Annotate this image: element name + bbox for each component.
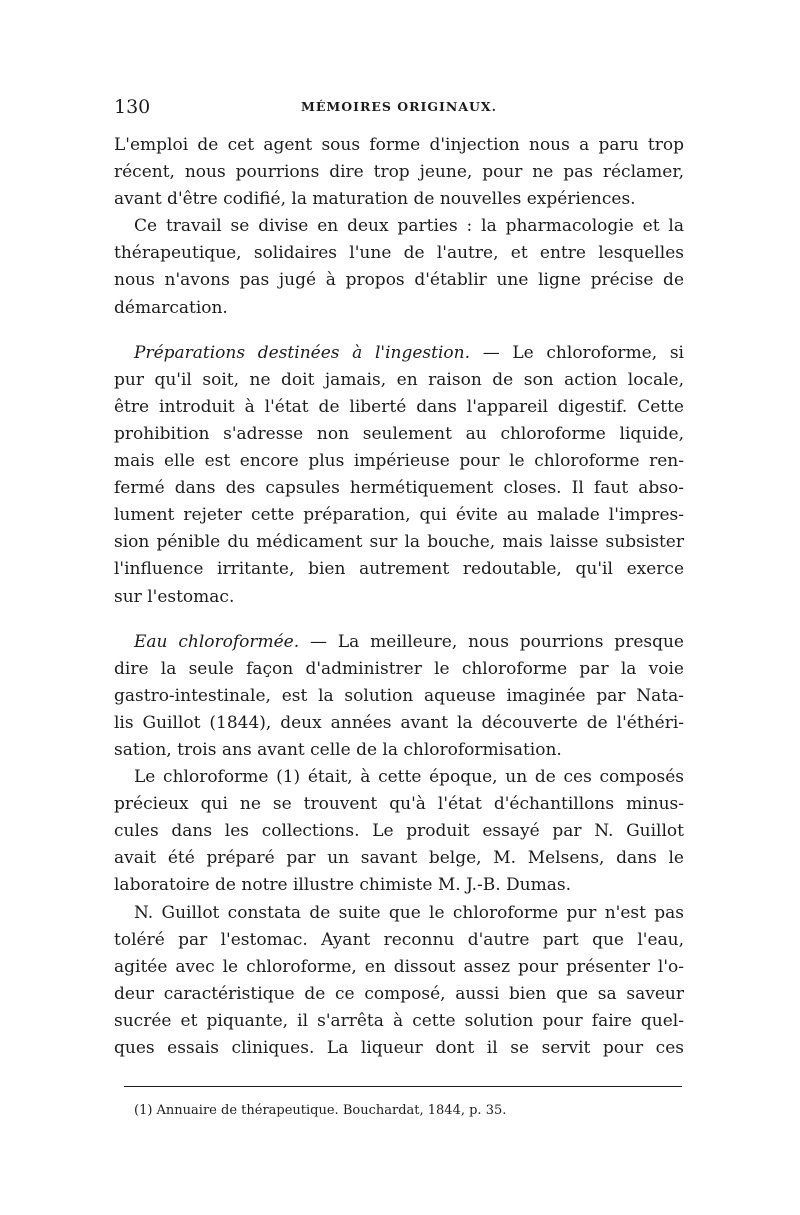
section-ingestion <box>114 340 684 611</box>
text-line: récent, nous pourrions dire trop jeune, pour ne pas réclamer, <box>114 162 684 183</box>
page-number: 130 <box>114 96 151 118</box>
body-text <box>114 132 684 1062</box>
text-line: L'emploi de cet agent sous forme d'injection nous a paru trop <box>114 135 684 155</box>
text-line: nous n'avons pas jugé à propos d'établir une ligne précise de <box>114 270 684 291</box>
page-header <box>114 96 684 122</box>
text-line: sur l'estomac. <box>114 586 235 607</box>
text-line <box>114 340 684 367</box>
text-line: mais elle est encore plus impérieuse pour le chloroforme ren- <box>114 451 684 472</box>
text-line: prohibition s'adresse non seulement au chloroforme liquide, <box>114 423 684 444</box>
text-line: lis Guillot (1844), deux années avant la découverte de l'éthéri- <box>114 712 684 733</box>
text-line: Ce travail se divise en deux parties : la pharmacologie et la <box>134 216 684 237</box>
text-run: — La meilleure, nous pourrions presque <box>299 631 684 652</box>
paragraph-6 <box>114 900 684 1063</box>
paragraph-1 <box>114 132 684 213</box>
paragraph-2 <box>114 213 684 321</box>
text-line: ques essais cliniques. La liqueur dont il se servit pour ces <box>114 1038 684 1058</box>
text-line: être introduit à l'état de liberté dans l'appareil digestif. Cette <box>114 396 684 417</box>
text-line: Le chloroforme (1) était, à cette époque, un de ces composés <box>134 767 684 788</box>
text-line: cules dans les collections. Le produit essayé par N. Guillot <box>114 821 684 842</box>
paragraph-5 <box>114 764 684 899</box>
text-line: sucrée et piquante, il s'arrêta à cette solution pour faire quel- <box>114 1010 684 1031</box>
text-line: avant d'être codifié, la maturation de nouvelles expériences. <box>114 189 636 210</box>
text-line: dire la seule façon d'administrer le chloroforme par la voie <box>114 658 684 679</box>
text-line: toléré par l'estomac. Ayant reconnu d'autre part que l'eau, <box>114 929 684 950</box>
section-gap <box>114 611 684 629</box>
text-line: fermé dans des capsules hermétiquement closes. Il faut abso- <box>114 478 684 499</box>
text-run: — Le chloroforme, si <box>470 342 684 363</box>
footnote: (1) Annuaire de thérapeutique. Bouchardat, 1844, p. 35. <box>134 1103 507 1118</box>
text-line: précieux qui ne se trouvent qu'à l'état d'échantillons minus- <box>114 794 684 815</box>
text-line: lument rejeter cette préparation, qui évite au malade l'impres- <box>114 505 684 526</box>
footnote-rule <box>124 1086 682 1087</box>
text-line: deur caractéristique de ce composé, aussi bien que sa saveur <box>114 983 684 1004</box>
text-line: sion pénible du médicament sur la bouche, mais laisse subsister <box>114 532 684 553</box>
text-line: pur qu'il soit, ne doit jamais, en raison de son action locale, <box>114 369 684 390</box>
text-line: agitée avec le chloroforme, en dissout assez pour présenter l'o- <box>114 956 684 977</box>
text-line: gastro-intestinale, est la solution aqueuse imaginée par Nata- <box>114 685 684 706</box>
section-title: Eau chloroformée. <box>134 631 300 652</box>
section-title: Préparations destinées à l'ingestion. <box>134 342 471 363</box>
text-line: démarcation. <box>114 297 228 318</box>
text-line: thérapeutique, solidaires l'une de l'autre, et entre lesquelles <box>114 243 684 264</box>
text-line: laboratoire de notre illustre chimiste M. J.-B. Dumas. <box>114 875 572 896</box>
text-line: l'influence irritante, bien autrement redoutable, qu'il exerce <box>114 559 684 580</box>
text-line: N. Guillot constata de suite que le chloroforme pur n'est pas <box>134 902 684 923</box>
running-title: MÉMOIRES ORIGINAUX. <box>301 99 497 114</box>
text-line <box>114 629 684 656</box>
section-gap <box>114 322 684 340</box>
section-eau-chloroformee <box>114 629 684 764</box>
text-line: sation, trois ans avant celle de la chloroformisation. <box>114 739 562 760</box>
text-line: avait été préparé par un savant belge, M. Melsens, dans le <box>114 848 684 869</box>
